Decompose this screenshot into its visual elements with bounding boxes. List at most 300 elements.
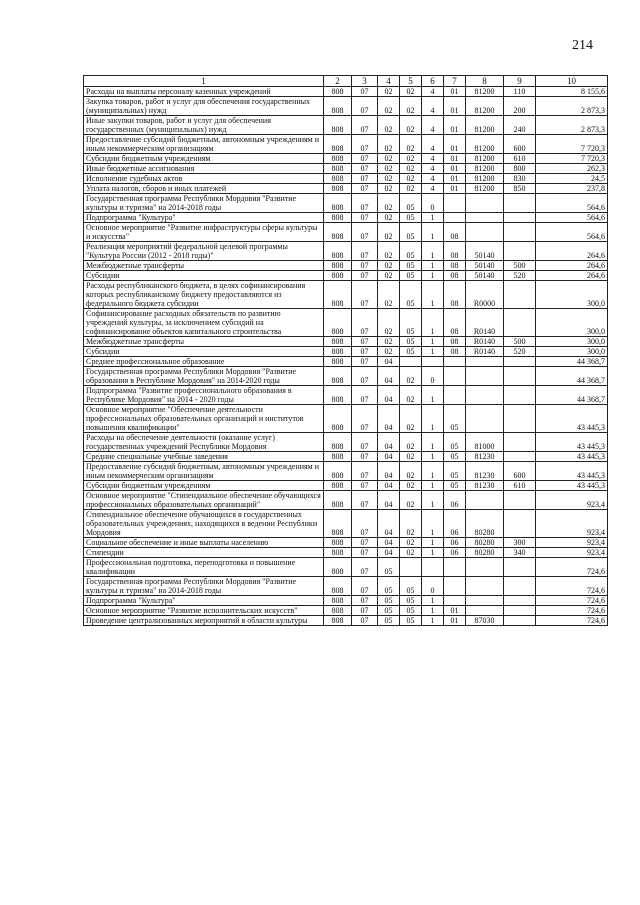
table-row: [84, 154, 608, 164]
column-header: 8: [466, 76, 504, 87]
row-name-cell: Подпрограмма "Культура": [84, 213, 324, 223]
row-name-cell: Профессиональная подготовка, переподготовка и повышение квалификации: [84, 558, 324, 577]
amount-cell: 7 720,3: [536, 154, 608, 164]
code-cell: 808: [324, 481, 352, 491]
code-cell: 01: [444, 116, 466, 135]
code-cell: 02: [378, 271, 400, 281]
code-cell: 0: [422, 367, 444, 386]
code-cell: [504, 281, 536, 309]
code-cell: 80280: [466, 538, 504, 548]
code-cell: 01: [444, 164, 466, 174]
table-row: [84, 558, 608, 577]
code-cell: 1: [422, 548, 444, 558]
code-cell: 04: [378, 491, 400, 510]
code-cell: 07: [352, 357, 378, 367]
row-name-cell: Подпрограмма "Развитие профессионального образования в Республике Мордовия" на 2014 - 2020 годы: [84, 386, 324, 405]
code-cell: 50140: [466, 242, 504, 261]
code-cell: 07: [352, 281, 378, 309]
code-cell: 08: [444, 309, 466, 337]
code-cell: 808: [324, 386, 352, 405]
code-cell: 850: [504, 184, 536, 194]
code-cell: 808: [324, 452, 352, 462]
code-cell: 02: [400, 462, 422, 481]
code-cell: 08: [444, 242, 466, 261]
code-cell: 520: [504, 271, 536, 281]
code-cell: 02: [378, 164, 400, 174]
column-header: 6: [422, 76, 444, 87]
table-row: [84, 97, 608, 116]
code-cell: [504, 357, 536, 367]
code-cell: 07: [352, 164, 378, 174]
code-cell: [444, 558, 466, 577]
code-cell: 05: [444, 462, 466, 481]
code-cell: 05: [400, 261, 422, 271]
code-cell: 4: [422, 184, 444, 194]
code-cell: [466, 213, 504, 223]
code-cell: 808: [324, 616, 352, 626]
table-row: [84, 242, 608, 261]
code-cell: 02: [400, 538, 422, 548]
budget-table: [83, 75, 608, 626]
code-cell: 02: [378, 337, 400, 347]
code-cell: 81200: [466, 154, 504, 164]
code-cell: 808: [324, 357, 352, 367]
code-cell: 07: [352, 337, 378, 347]
code-cell: 04: [378, 367, 400, 386]
code-cell: 07: [352, 309, 378, 337]
amount-cell: 724,6: [536, 577, 608, 596]
table-body: [84, 87, 608, 626]
code-cell: [444, 213, 466, 223]
code-cell: 07: [352, 367, 378, 386]
table-row: [84, 577, 608, 596]
row-name-cell: Иные закупки товаров, работ и услуг для обеспечения государственных (муниципальных) нужд: [84, 116, 324, 135]
table-row: [84, 213, 608, 223]
code-cell: 05: [378, 606, 400, 616]
code-cell: [466, 405, 504, 433]
code-cell: 05: [444, 481, 466, 491]
code-cell: 07: [352, 606, 378, 616]
table-row: [84, 164, 608, 174]
code-cell: 1: [422, 606, 444, 616]
code-cell: 808: [324, 367, 352, 386]
code-cell: 01: [444, 97, 466, 116]
code-cell: 07: [352, 261, 378, 271]
code-cell: 81200: [466, 174, 504, 184]
code-cell: 0: [422, 577, 444, 596]
code-cell: 81200: [466, 135, 504, 154]
amount-cell: 43 445,3: [536, 462, 608, 481]
code-cell: 04: [378, 433, 400, 452]
code-cell: 08: [444, 261, 466, 271]
table-row: [84, 405, 608, 433]
code-cell: 05: [378, 558, 400, 577]
code-cell: 02: [400, 386, 422, 405]
row-name-cell: Расходы на обеспечение деятельности (оказание услуг) государственных учреждений Республики Мордовия: [84, 433, 324, 452]
code-cell: 07: [352, 97, 378, 116]
code-cell: 01: [444, 174, 466, 184]
code-cell: 1: [422, 491, 444, 510]
code-cell: 50140: [466, 271, 504, 281]
code-cell: [466, 577, 504, 596]
code-cell: 830: [504, 174, 536, 184]
table-row: [84, 116, 608, 135]
code-cell: 808: [324, 337, 352, 347]
column-header: 1: [84, 76, 324, 87]
code-cell: 808: [324, 577, 352, 596]
code-cell: 04: [378, 386, 400, 405]
table-row: [84, 135, 608, 154]
code-cell: 80280: [466, 548, 504, 558]
code-cell: 06: [444, 510, 466, 538]
amount-cell: 564,6: [536, 194, 608, 213]
amount-cell: 724,6: [536, 596, 608, 606]
code-cell: 1: [422, 462, 444, 481]
code-cell: 87030: [466, 616, 504, 626]
row-name-cell: Подпрограмма "Культура": [84, 596, 324, 606]
code-cell: 808: [324, 596, 352, 606]
code-cell: 110: [504, 87, 536, 97]
code-cell: 07: [352, 452, 378, 462]
code-cell: 07: [352, 462, 378, 481]
amount-cell: 300,0: [536, 347, 608, 357]
row-name-cell: Основное мероприятие "Обеспечение деятельности профессиональных образовательных организаций и институтов повышения квалификации": [84, 405, 324, 433]
code-cell: [466, 558, 504, 577]
row-name-cell: Уплата налогов, сборов и иных платежей: [84, 184, 324, 194]
code-cell: 05: [400, 281, 422, 309]
row-name-cell: Субсидии: [84, 271, 324, 281]
table-row: [84, 367, 608, 386]
code-cell: 06: [444, 548, 466, 558]
amount-cell: 300,0: [536, 337, 608, 347]
table-row: [84, 596, 608, 606]
code-cell: 04: [378, 548, 400, 558]
table-row: [84, 271, 608, 281]
table-row: [84, 386, 608, 405]
code-cell: 05: [400, 242, 422, 261]
row-name-cell: Межбюджетные трансферты: [84, 337, 324, 347]
row-name-cell: Основное мероприятие "Стипендиальное обеспечение обучающихся профессиональных образовательных организаций": [84, 491, 324, 510]
code-cell: 808: [324, 87, 352, 97]
column-header: 2: [324, 76, 352, 87]
code-cell: 07: [352, 174, 378, 184]
code-cell: [466, 491, 504, 510]
code-cell: 808: [324, 347, 352, 357]
code-cell: 02: [378, 154, 400, 164]
code-cell: 1: [422, 242, 444, 261]
amount-cell: 24,5: [536, 174, 608, 184]
code-cell: [504, 309, 536, 337]
code-cell: 1: [422, 261, 444, 271]
code-cell: 07: [352, 135, 378, 154]
code-cell: R0140: [466, 309, 504, 337]
code-cell: 808: [324, 194, 352, 213]
header-row: [84, 76, 608, 87]
code-cell: 610: [504, 154, 536, 164]
code-cell: 08: [444, 337, 466, 347]
code-cell: 500: [504, 337, 536, 347]
code-cell: [466, 223, 504, 242]
code-cell: R0140: [466, 347, 504, 357]
code-cell: 02: [400, 510, 422, 538]
code-cell: 02: [400, 87, 422, 97]
code-cell: 4: [422, 116, 444, 135]
code-cell: [400, 357, 422, 367]
code-cell: 02: [400, 135, 422, 154]
row-name-cell: Исполнение судебных актов: [84, 174, 324, 184]
row-name-cell: Субсидии: [84, 347, 324, 357]
code-cell: 01: [444, 606, 466, 616]
code-cell: 200: [504, 97, 536, 116]
code-cell: 50140: [466, 261, 504, 271]
code-cell: 600: [504, 462, 536, 481]
table-row: [84, 538, 608, 548]
code-cell: 07: [352, 213, 378, 223]
code-cell: [504, 577, 536, 596]
amount-cell: 923,4: [536, 538, 608, 548]
code-cell: 808: [324, 213, 352, 223]
code-cell: 520: [504, 347, 536, 357]
code-cell: [504, 242, 536, 261]
code-cell: [466, 596, 504, 606]
row-name-cell: Среднее профессиональное образование: [84, 357, 324, 367]
table-row: [84, 452, 608, 462]
code-cell: 07: [352, 194, 378, 213]
code-cell: 07: [352, 87, 378, 97]
code-cell: 05: [378, 616, 400, 626]
code-cell: 808: [324, 135, 352, 154]
code-cell: 02: [400, 367, 422, 386]
row-name-cell: Закупка товаров, работ и услуг для обеспечения государственных (муниципальных) нужд: [84, 97, 324, 116]
code-cell: 1: [422, 213, 444, 223]
code-cell: [422, 357, 444, 367]
code-cell: 1: [422, 433, 444, 452]
page-number: 214: [572, 38, 593, 53]
code-cell: 808: [324, 271, 352, 281]
code-cell: 1: [422, 596, 444, 606]
code-cell: 07: [352, 510, 378, 538]
code-cell: 02: [400, 433, 422, 452]
code-cell: 02: [400, 452, 422, 462]
amount-cell: 300,0: [536, 309, 608, 337]
code-cell: 300: [504, 538, 536, 548]
column-header: 5: [400, 76, 422, 87]
column-header: 10: [536, 76, 608, 87]
code-cell: 1: [422, 405, 444, 433]
row-name-cell: Основное мероприятие "Развитие инфраструктуры сферы культуры и искусства": [84, 223, 324, 242]
code-cell: 81200: [466, 184, 504, 194]
code-cell: 4: [422, 164, 444, 174]
row-name-cell: Стипендиальное обеспечение обучающихся в государственных образовательных учреждениях, находящихся в ведении Республики Мордовия: [84, 510, 324, 538]
code-cell: 4: [422, 135, 444, 154]
table-row: [84, 433, 608, 452]
code-cell: 05: [400, 194, 422, 213]
code-cell: [422, 558, 444, 577]
row-name-cell: Предоставление субсидий бюджетным, автономным учреждениям и иным некоммерческим организациям: [84, 462, 324, 481]
code-cell: 610: [504, 481, 536, 491]
amount-cell: 43 445,3: [536, 452, 608, 462]
column-header: 7: [444, 76, 466, 87]
code-cell: 08: [444, 223, 466, 242]
code-cell: 04: [378, 481, 400, 491]
amount-cell: 43 445,3: [536, 405, 608, 433]
code-cell: 02: [378, 309, 400, 337]
code-cell: 04: [378, 538, 400, 548]
amount-cell: 43 445,3: [536, 481, 608, 491]
code-cell: 808: [324, 462, 352, 481]
code-cell: 240: [504, 116, 536, 135]
code-cell: [504, 194, 536, 213]
amount-cell: 923,4: [536, 548, 608, 558]
code-cell: 05: [378, 577, 400, 596]
row-name-cell: Субсидии бюджетным учреждениям: [84, 154, 324, 164]
row-name-cell: Расходы на выплаты персоналу казенных учреждений: [84, 87, 324, 97]
code-cell: 01: [444, 616, 466, 626]
code-cell: 81230: [466, 452, 504, 462]
code-cell: 81000: [466, 433, 504, 452]
code-cell: 08: [444, 271, 466, 281]
code-cell: 808: [324, 309, 352, 337]
code-cell: 02: [400, 491, 422, 510]
code-cell: 07: [352, 596, 378, 606]
row-name-cell: Расходы республиканского бюджета, в целях софинансирования которых республиканскому бюджету предоставляются из федерального бюджета субсидии: [84, 281, 324, 309]
code-cell: 1: [422, 347, 444, 357]
code-cell: 05: [378, 596, 400, 606]
code-cell: 02: [378, 347, 400, 357]
code-cell: 02: [378, 242, 400, 261]
code-cell: [444, 194, 466, 213]
code-cell: 808: [324, 538, 352, 548]
code-cell: 4: [422, 97, 444, 116]
table-row: [84, 309, 608, 337]
amount-cell: 7 720,3: [536, 135, 608, 154]
amount-cell: 44 368,7: [536, 367, 608, 386]
code-cell: 07: [352, 405, 378, 433]
amount-cell: 264,6: [536, 242, 608, 261]
table-row: [84, 337, 608, 347]
code-cell: [504, 616, 536, 626]
table-row: [84, 174, 608, 184]
code-cell: 808: [324, 154, 352, 164]
code-cell: [504, 386, 536, 405]
amount-cell: 44 368,7: [536, 357, 608, 367]
amount-cell: 8 155,6: [536, 87, 608, 97]
amount-cell: 724,6: [536, 606, 608, 616]
code-cell: 1: [422, 452, 444, 462]
table-row: [84, 223, 608, 242]
code-cell: 02: [378, 135, 400, 154]
row-name-cell: Проведение централизованных мероприятий в области культуры: [84, 616, 324, 626]
code-cell: 05: [400, 213, 422, 223]
code-cell: 1: [422, 271, 444, 281]
amount-cell: 2 873,3: [536, 116, 608, 135]
code-cell: 02: [400, 174, 422, 184]
code-cell: R0000: [466, 281, 504, 309]
code-cell: [504, 213, 536, 223]
code-cell: [504, 606, 536, 616]
table-row: [84, 357, 608, 367]
code-cell: 81200: [466, 116, 504, 135]
code-cell: 02: [378, 174, 400, 184]
code-cell: 1: [422, 616, 444, 626]
amount-cell: 724,6: [536, 558, 608, 577]
code-cell: 02: [400, 164, 422, 174]
table-row: [84, 548, 608, 558]
code-cell: 808: [324, 491, 352, 510]
code-cell: 02: [378, 223, 400, 242]
code-cell: 02: [378, 261, 400, 271]
code-cell: 05: [400, 337, 422, 347]
amount-cell: 564,6: [536, 223, 608, 242]
amount-cell: 237,8: [536, 184, 608, 194]
code-cell: [504, 491, 536, 510]
code-cell: 1: [422, 481, 444, 491]
code-cell: 808: [324, 261, 352, 271]
code-cell: 1: [422, 223, 444, 242]
code-cell: 07: [352, 558, 378, 577]
code-cell: 02: [400, 184, 422, 194]
code-cell: [466, 357, 504, 367]
code-cell: 4: [422, 87, 444, 97]
code-cell: [466, 367, 504, 386]
table-row: [84, 261, 608, 271]
code-cell: 07: [352, 154, 378, 164]
amount-cell: 564,6: [536, 213, 608, 223]
amount-cell: 923,4: [536, 510, 608, 538]
code-cell: 07: [352, 433, 378, 452]
code-cell: [504, 405, 536, 433]
code-cell: 04: [378, 462, 400, 481]
row-name-cell: Софинансирование расходных обязательств по развитию учреждений культуры, за исключением субсидий на софинансирование объектов капитального строительства: [84, 309, 324, 337]
code-cell: 07: [352, 577, 378, 596]
code-cell: 01: [444, 135, 466, 154]
code-cell: 81200: [466, 97, 504, 116]
code-cell: [400, 558, 422, 577]
code-cell: 01: [444, 87, 466, 97]
code-cell: 02: [378, 87, 400, 97]
code-cell: 808: [324, 242, 352, 261]
code-cell: 1: [422, 309, 444, 337]
code-cell: 05: [400, 596, 422, 606]
code-cell: 06: [444, 538, 466, 548]
code-cell: 04: [378, 405, 400, 433]
row-name-cell: Реализация мероприятий федеральной целевой программы "Культура России (2012 - 2018 годы)": [84, 242, 324, 261]
amount-cell: 923,4: [536, 491, 608, 510]
code-cell: 81230: [466, 481, 504, 491]
code-cell: R0140: [466, 337, 504, 347]
code-cell: 808: [324, 184, 352, 194]
row-name-cell: Межбюджетные трансферты: [84, 261, 324, 271]
code-cell: 05: [400, 223, 422, 242]
code-cell: 01: [444, 154, 466, 164]
code-cell: 808: [324, 433, 352, 452]
code-cell: [504, 223, 536, 242]
code-cell: 07: [352, 116, 378, 135]
code-cell: 340: [504, 548, 536, 558]
code-cell: [466, 194, 504, 213]
code-cell: 80280: [466, 510, 504, 538]
row-name-cell: Государственная программа Республики Мордовия "Развитие культуры и туризма" на 2014-2018 годы: [84, 577, 324, 596]
code-cell: 4: [422, 174, 444, 184]
code-cell: 808: [324, 223, 352, 242]
code-cell: 02: [378, 281, 400, 309]
code-cell: 05: [400, 309, 422, 337]
code-cell: 06: [444, 491, 466, 510]
code-cell: [504, 596, 536, 606]
code-cell: 05: [400, 347, 422, 357]
table-row: [84, 491, 608, 510]
code-cell: 07: [352, 347, 378, 357]
